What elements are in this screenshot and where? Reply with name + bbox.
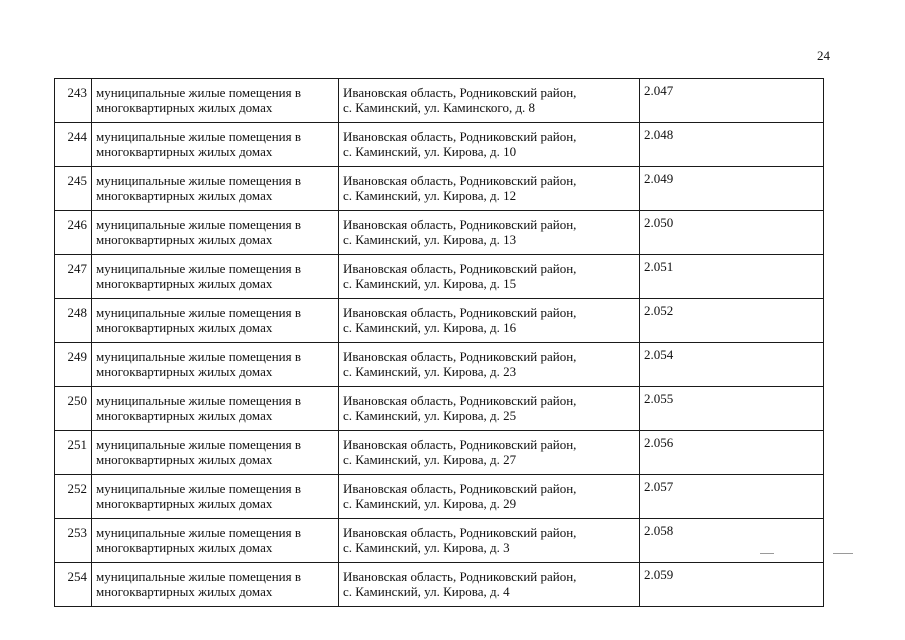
property-name-cell bbox=[92, 211, 339, 255]
property-name-line: многоквартирных жилых домах bbox=[96, 452, 273, 467]
address-line: с. Каминский, ул. Кирова, д. 10 bbox=[343, 144, 517, 159]
property-name-cell bbox=[92, 387, 339, 431]
address-line: Ивановская область, Родниковский район, bbox=[343, 261, 577, 276]
property-name-line: многоквартирных жилых домах bbox=[96, 364, 273, 379]
property-name-cell bbox=[92, 299, 339, 343]
address-line: с. Каминский, ул. Кирова, д. 12 bbox=[343, 188, 517, 203]
address-line: Ивановская область, Родниковский район, bbox=[343, 173, 577, 188]
registry-code: 2.055 bbox=[640, 387, 824, 431]
table-row bbox=[55, 299, 824, 343]
address-line: с. Каминский, ул. Кирова, д. 29 bbox=[343, 496, 517, 511]
property-name-line: муниципальные жилые помещения в bbox=[96, 85, 301, 100]
address-line: с. Каминский, ул. Кирова, д. 23 bbox=[343, 364, 517, 379]
property-name-line: многоквартирных жилых домах bbox=[96, 496, 273, 511]
property-name-line: многоквартирных жилых домах bbox=[96, 144, 273, 159]
property-name-cell bbox=[92, 475, 339, 519]
address-line: с. Каминский, ул. Кирова, д. 4 bbox=[343, 584, 510, 599]
scan-mark bbox=[760, 553, 774, 554]
address-cell bbox=[339, 123, 640, 167]
address-line: с. Каминский, ул. Кирова, д. 13 bbox=[343, 232, 517, 247]
page-number: 24 bbox=[817, 48, 830, 63]
address-line: Ивановская область, Родниковский район, bbox=[343, 569, 577, 584]
table-row bbox=[55, 475, 824, 519]
property-name-line: многоквартирных жилых домах bbox=[96, 100, 273, 115]
table-row bbox=[55, 211, 824, 255]
address-cell bbox=[339, 519, 640, 563]
property-name-line: муниципальные жилые помещения в bbox=[96, 217, 301, 232]
property-name-cell bbox=[92, 343, 339, 387]
row-number: 248 bbox=[55, 299, 92, 343]
property-name-line: муниципальные жилые помещения в bbox=[96, 525, 301, 540]
row-number: 247 bbox=[55, 255, 92, 299]
address-line: Ивановская область, Родниковский район, bbox=[343, 393, 577, 408]
address-line: с. Каминский, ул. Кирова, д. 3 bbox=[343, 540, 510, 555]
row-number: 253 bbox=[55, 519, 92, 563]
address-cell bbox=[339, 255, 640, 299]
address-line: с. Каминский, ул. Каминского, д. 8 bbox=[343, 100, 536, 115]
registry-code: 2.056 bbox=[640, 431, 824, 475]
row-number: 249 bbox=[55, 343, 92, 387]
address-line: с. Каминский, ул. Кирова, д. 15 bbox=[343, 276, 517, 291]
row-number: 245 bbox=[55, 167, 92, 211]
address-cell bbox=[339, 343, 640, 387]
property-name-line: муниципальные жилые помещения в bbox=[96, 393, 301, 408]
property-name-line: муниципальные жилые помещения в bbox=[96, 173, 301, 188]
table-row bbox=[55, 431, 824, 475]
address-line: Ивановская область, Родниковский район, bbox=[343, 525, 577, 540]
address-cell bbox=[339, 563, 640, 607]
property-name-line: муниципальные жилые помещения в bbox=[96, 349, 301, 364]
address-cell bbox=[339, 299, 640, 343]
address-cell bbox=[339, 431, 640, 475]
property-name-line: многоквартирных жилых домах bbox=[96, 232, 273, 247]
registry-code: 2.049 bbox=[640, 167, 824, 211]
address-line: Ивановская область, Родниковский район, bbox=[343, 217, 577, 232]
property-name-cell bbox=[92, 79, 339, 123]
registry-code: 2.057 bbox=[640, 475, 824, 519]
registry-code: 2.058 bbox=[640, 519, 824, 563]
property-name-line: многоквартирных жилых домах bbox=[96, 584, 273, 599]
registry-code: 2.051 bbox=[640, 255, 824, 299]
property-name-line: муниципальные жилые помещения в bbox=[96, 569, 301, 584]
address-cell bbox=[339, 211, 640, 255]
table-row bbox=[55, 343, 824, 387]
property-name-line: муниципальные жилые помещения в bbox=[96, 129, 301, 144]
table-body bbox=[55, 79, 824, 607]
address-cell bbox=[339, 387, 640, 431]
row-number: 244 bbox=[55, 123, 92, 167]
property-name-cell bbox=[92, 563, 339, 607]
address-line: с. Каминский, ул. Кирова, д. 16 bbox=[343, 320, 517, 335]
property-name-line: многоквартирных жилых домах bbox=[96, 540, 273, 555]
registry-code: 2.048 bbox=[640, 123, 824, 167]
property-registry-table bbox=[54, 78, 824, 607]
row-number: 252 bbox=[55, 475, 92, 519]
address-line: Ивановская область, Родниковский район, bbox=[343, 481, 577, 496]
property-name-line: многоквартирных жилых домах bbox=[96, 276, 273, 291]
property-name-line: муниципальные жилые помещения в bbox=[96, 437, 301, 452]
row-number: 246 bbox=[55, 211, 92, 255]
property-name-line: многоквартирных жилых домах bbox=[96, 408, 273, 423]
address-line: Ивановская область, Родниковский район, bbox=[343, 129, 577, 144]
table-row bbox=[55, 255, 824, 299]
table-row bbox=[55, 79, 824, 123]
row-number: 250 bbox=[55, 387, 92, 431]
address-line: с. Каминский, ул. Кирова, д. 27 bbox=[343, 452, 517, 467]
property-name-line: муниципальные жилые помещения в bbox=[96, 305, 301, 320]
address-line: Ивановская область, Родниковский район, bbox=[343, 349, 577, 364]
property-name-cell bbox=[92, 123, 339, 167]
property-name-line: муниципальные жилые помещения в bbox=[96, 481, 301, 496]
property-name-cell bbox=[92, 519, 339, 563]
registry-code: 2.059 bbox=[640, 563, 824, 607]
property-name-cell bbox=[92, 167, 339, 211]
address-cell bbox=[339, 167, 640, 211]
address-cell bbox=[339, 79, 640, 123]
table-row bbox=[55, 519, 824, 563]
row-number: 254 bbox=[55, 563, 92, 607]
scan-mark bbox=[833, 553, 853, 554]
table-row bbox=[55, 563, 824, 607]
table-row bbox=[55, 123, 824, 167]
address-line: Ивановская область, Родниковский район, bbox=[343, 437, 577, 452]
registry-code: 2.050 bbox=[640, 211, 824, 255]
registry-code: 2.052 bbox=[640, 299, 824, 343]
property-name-line: многоквартирных жилых домах bbox=[96, 188, 273, 203]
row-number: 243 bbox=[55, 79, 92, 123]
address-cell bbox=[339, 475, 640, 519]
address-line: с. Каминский, ул. Кирова, д. 25 bbox=[343, 408, 517, 423]
property-name-line: многоквартирных жилых домах bbox=[96, 320, 273, 335]
property-name-cell bbox=[92, 431, 339, 475]
property-name-cell bbox=[92, 255, 339, 299]
property-name-line: муниципальные жилые помещения в bbox=[96, 261, 301, 276]
address-line: Ивановская область, Родниковский район, bbox=[343, 85, 577, 100]
registry-code: 2.047 bbox=[640, 79, 824, 123]
registry-code: 2.054 bbox=[640, 343, 824, 387]
address-line: Ивановская область, Родниковский район, bbox=[343, 305, 577, 320]
table-row bbox=[55, 387, 824, 431]
table-row bbox=[55, 167, 824, 211]
row-number: 251 bbox=[55, 431, 92, 475]
